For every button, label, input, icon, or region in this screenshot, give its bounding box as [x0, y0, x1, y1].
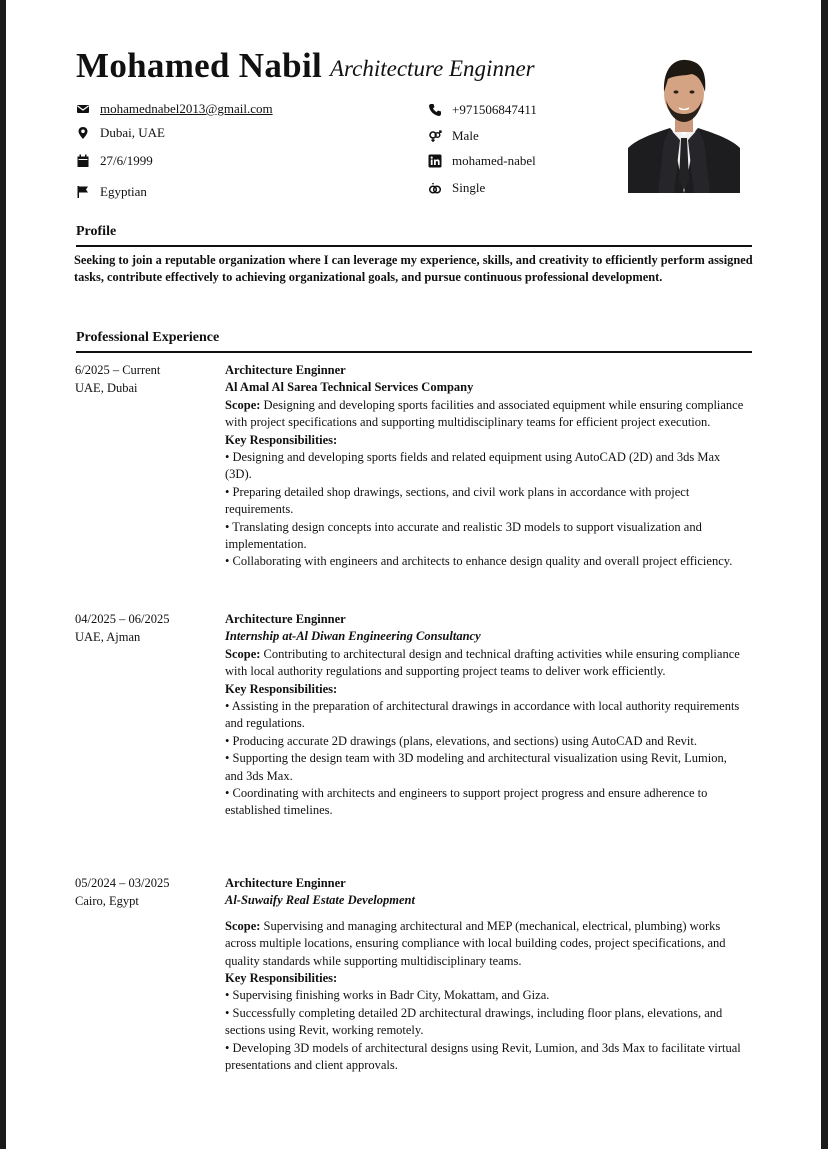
responsibility-item: • Developing 3D models of architectural designs using Revit, Lumion, and 3ds Max to facilitate virtual presentations and client approvals.	[225, 1040, 741, 1073]
job-scope	[225, 646, 747, 681]
job-title: Architecture Enginner	[225, 612, 346, 626]
linkedin-text[interactable]: mohamed-nabel	[452, 153, 536, 168]
location-text: Dubai, UAE	[100, 125, 165, 140]
experience-section-title: Professional Experience	[76, 330, 752, 353]
job-company: Al-Suwaify Real Estate Development	[225, 893, 415, 908]
rings-icon	[428, 181, 442, 195]
marital-status-text: Single	[452, 180, 486, 195]
job-dates: 04/2025 – 06/2025	[75, 612, 170, 626]
envelope-icon	[76, 102, 90, 116]
job-dates: 05/2024 – 03/2025	[75, 876, 170, 890]
responsibility-item: • Supervising finishing works in Badr City, Mokattam, and Giza.	[225, 988, 550, 1003]
responsibility-item: • Assisting in the preparation of architectural drawings in accordance with local authority requirements and regulations.	[225, 699, 740, 731]
job-company: Internship at-Al Diwan Engineering Consultancy	[225, 629, 481, 644]
gender-text: Male	[452, 128, 479, 143]
email-link[interactable]: mohamednabel2013@gmail.com	[100, 101, 273, 116]
profile-section-title: Profile	[76, 224, 752, 247]
job-details	[225, 611, 747, 820]
nationality-text: Egyptian	[100, 184, 147, 199]
phone-text[interactable]: +971506847411	[452, 102, 537, 117]
job-details	[225, 875, 747, 1074]
map-pin-icon	[76, 126, 90, 140]
job-scope	[225, 397, 747, 432]
job-location: UAE, Ajman	[75, 629, 141, 644]
job-meta	[75, 875, 169, 910]
job-location: UAE, Dubai	[75, 380, 138, 395]
responsibility-item: • Supporting the design team with 3D modeling and architectural visualization using Revit, Lumion, and 3ds Max.	[225, 751, 727, 783]
responsibilities-label: Key Responsibilities:	[225, 971, 338, 986]
scope-text: Supervising and managing architectural and MEP (mechanical, electrical, plumbing) works across multiple locations, ensuring compliance with local building codes, project specifications, and quality standards while supporting multidisciplinary teams.	[225, 918, 726, 968]
profile-photo	[628, 52, 740, 193]
job-dates: 6/2025 – Current	[75, 363, 161, 377]
responsibility-item: • Preparing detailed shop drawings, sections, and civil work plans in accordance with project requirements.	[225, 484, 690, 517]
linkedin-icon	[428, 154, 442, 168]
calendar-icon	[76, 154, 90, 168]
job-scope	[225, 918, 747, 970]
candidate-name: Mohamed Nabil	[76, 46, 322, 85]
scope-text: Contributing to architectural design and technical drafting activities while ensuring compliance with local authority regulations and supporting project teams to deliver work efficiently.	[225, 646, 740, 679]
job-title: Architecture Enginner	[225, 876, 346, 890]
responsibility-item: • Coordinating with architects and engineers to support project progress and ensure adherence to established timelines.	[225, 786, 708, 818]
responsibilities-label: Key Responsibilities:	[225, 681, 338, 696]
job-meta	[75, 611, 169, 646]
scope-label: Scope:	[225, 918, 261, 933]
scope-label: Scope:	[225, 646, 261, 661]
responsibility-item: • Collaborating with engineers and architects to enhance design quality and overall project efficiency.	[225, 554, 733, 569]
phone-icon	[428, 103, 442, 117]
responsibility-item: • Producing accurate 2D drawings (plans, elevations, and sections) using AutoCAD and Revit.	[225, 733, 697, 748]
scope-text: Designing and developing sports facilities and associated equipment while ensuring compliance with project specifications and supporting multidisciplinary teams for efficient project execution.	[225, 397, 744, 430]
scope-label: Scope:	[225, 397, 261, 412]
job-meta	[75, 362, 160, 397]
candidate-role: Architecture Enginner	[330, 56, 535, 81]
responsibility-item: • Designing and developing sports fields and related equipment using AutoCAD (2D) and 3ds Max (3D).	[225, 450, 721, 482]
birthdate-text: 27/6/1999	[100, 153, 153, 168]
flag-icon	[76, 185, 90, 199]
responsibility-item: • Successfully completing detailed 2D architectural drawings, including floor plans, elevations, and sections using Revit, working remotely.	[225, 1005, 723, 1038]
job-location: Cairo, Egypt	[75, 893, 139, 908]
job-details	[225, 362, 747, 571]
responsibilities-label: Key Responsibilities:	[225, 432, 338, 447]
gender-icon	[428, 129, 442, 143]
resume-page	[6, 0, 821, 1149]
job-title: Architecture Enginner	[225, 363, 346, 377]
profile-summary: Seeking to join a reputable organization where I can leverage my experience, skills, and creativity to efficiently perform assigned tasks, contribute effectively to achieving organizational goals, and pursue continuous professional development.	[74, 253, 753, 284]
responsibility-item: • Translating design concepts into accurate and realistic 3D models to support visualization and implementation.	[225, 519, 702, 552]
job-company: Al Amal Al Sarea Technical Services Company	[225, 380, 474, 395]
